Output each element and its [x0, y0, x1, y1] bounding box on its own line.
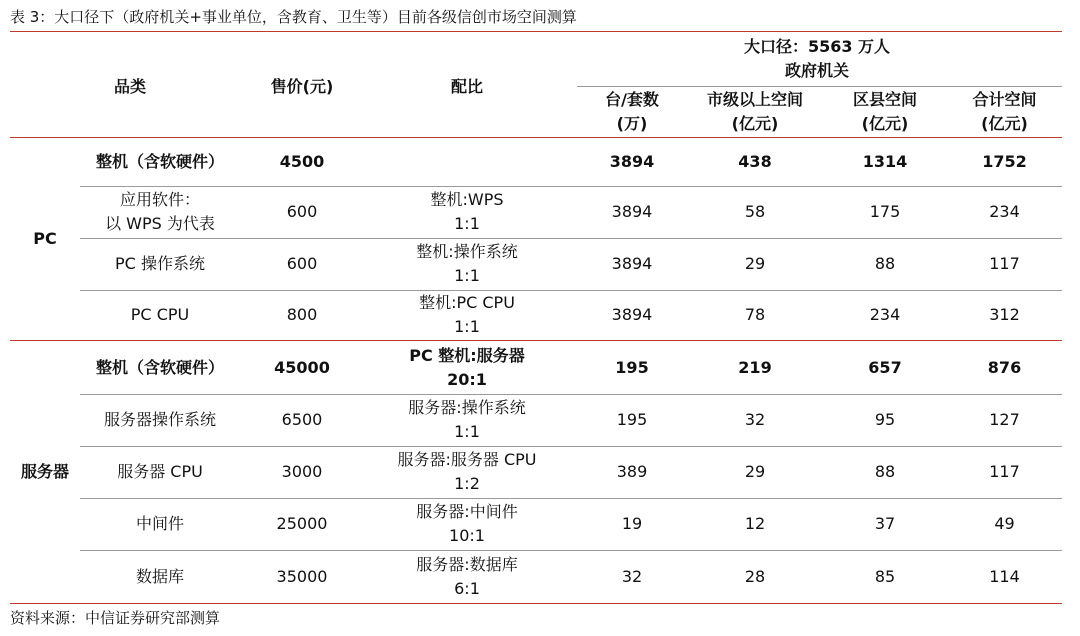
cell-item — [80, 394, 240, 446]
cell-ratio-line: 服务器:操作系统 — [408, 398, 526, 417]
header-units: 台/套数 (万) — [605, 90, 659, 133]
cell-ratio — [377, 290, 557, 340]
cell-units: 389 — [616, 462, 648, 481]
cell-ratio-line: 20:1 — [447, 369, 487, 389]
cell-price: 6500 — [281, 410, 323, 429]
cell-ratio-line: PC 整机:服务器 — [409, 345, 525, 365]
cell-ratio-line: 10:1 — [449, 526, 485, 545]
cell-price: 600 — [286, 254, 318, 273]
cell-city: 29 — [744, 462, 766, 481]
cell-total: 49 — [994, 514, 1015, 533]
cell-ratio-line: 服务器:中间件 — [416, 502, 518, 521]
cell-ratio — [377, 394, 557, 446]
cell-units: 195 — [615, 357, 649, 377]
cell-item-line: 整机（含软硬件） — [95, 357, 224, 377]
cell-ratio-line: 1:2 — [454, 474, 480, 493]
cell-county: 88 — [874, 462, 896, 481]
cell-ratio — [377, 138, 557, 186]
cell-units: 32 — [621, 566, 643, 586]
cell-price: 600 — [286, 202, 318, 221]
cell-ratio-line: 整机:PC CPU — [419, 293, 515, 312]
cell-total: 234 — [989, 202, 1020, 221]
cell-item — [80, 550, 240, 603]
cell-item-line: 服务器 CPU — [117, 462, 203, 481]
cell-county: 234 — [869, 305, 901, 324]
header-price: 售价(元) — [270, 77, 334, 96]
cell-total: 1752 — [982, 152, 1027, 171]
cell-city: 32 — [744, 410, 766, 429]
cell-ratio-line: 1:1 — [454, 422, 480, 441]
group-label-pc: PC — [33, 229, 57, 248]
cell-ratio — [377, 498, 557, 550]
cell-city: 29 — [744, 254, 766, 273]
cell-price: 4500 — [279, 152, 325, 171]
header-group: 大口径：5563 万人 政府机关 — [743, 37, 891, 80]
cell-units: 19 — [621, 514, 643, 533]
cell-price: 35000 — [276, 566, 328, 586]
cell-total: 312 — [989, 305, 1020, 324]
cell-city: 28 — [744, 566, 766, 586]
table-title: 表 3：大口径下（政府机关+事业单位，含教育、卫生等）目前各级信创市场空间测算 — [10, 8, 577, 26]
cell-ratio — [377, 446, 557, 498]
cell-total: 127 — [989, 410, 1020, 429]
cell-item-line: PC CPU — [130, 305, 190, 324]
cell-item — [80, 238, 240, 290]
cell-item-line: 数据库 — [135, 566, 184, 586]
cell-ratio — [377, 186, 557, 238]
cell-ratio-line: 服务器:数据库 — [416, 554, 518, 574]
cell-price: 3000 — [281, 462, 323, 481]
cell-city: 438 — [738, 152, 772, 171]
cell-county: 657 — [868, 357, 902, 377]
header-total: 合计空间 (亿元) — [972, 90, 1037, 133]
cell-total: 114 — [989, 566, 1020, 586]
cell-item-line: 应用软件： — [119, 190, 200, 209]
cell-units: 3894 — [609, 152, 655, 171]
cell-city: 219 — [738, 357, 772, 377]
header-county: 区县空间 (亿元) — [852, 90, 917, 133]
cell-ratio — [377, 238, 557, 290]
header-ratio: 配比 — [450, 77, 483, 96]
cell-price: 800 — [286, 305, 318, 324]
cell-ratio-line: 1:1 — [454, 214, 480, 233]
cell-ratio-line: 1:1 — [454, 317, 480, 336]
cell-ratio — [377, 341, 557, 394]
cell-units: 195 — [616, 410, 648, 429]
cell-item-line: 以 WPS 为代表 — [105, 214, 215, 233]
cell-item — [80, 446, 240, 498]
top-rule — [10, 31, 1062, 32]
cell-ratio-line: 服务器:服务器 CPU — [397, 450, 537, 469]
header-category: 品类 — [113, 77, 146, 96]
cell-item-line: 整机（含软硬件） — [95, 152, 224, 171]
cell-county: 85 — [874, 566, 896, 586]
cell-city: 78 — [744, 305, 766, 324]
cell-ratio-line: 整机:WPS — [430, 190, 504, 209]
cell-price: 45000 — [274, 357, 330, 377]
cell-item — [80, 138, 240, 186]
cell-county: 37 — [874, 514, 896, 533]
cell-item — [80, 186, 240, 238]
cell-units: 3894 — [611, 202, 653, 221]
cell-item — [80, 341, 240, 394]
header-city: 市级以上空间 (亿元) — [706, 90, 803, 133]
cell-ratio-line: 整机:操作系统 — [416, 242, 518, 261]
cell-total: 117 — [989, 462, 1020, 481]
cell-total: 876 — [987, 357, 1022, 377]
cell-total: 117 — [989, 254, 1020, 273]
cell-ratio-line: 1:1 — [454, 266, 480, 285]
group-label-server: 服务器 — [20, 462, 69, 481]
cell-county: 1314 — [862, 152, 908, 171]
cell-price: 25000 — [276, 514, 328, 533]
cell-ratio — [377, 550, 557, 603]
cell-ratio-line: 6:1 — [454, 578, 480, 598]
cell-county: 95 — [874, 410, 896, 429]
bottom-rule — [10, 603, 1062, 604]
cell-county: 175 — [869, 202, 901, 221]
cell-city: 12 — [744, 514, 766, 533]
cell-county: 88 — [874, 254, 896, 273]
cell-item-line: PC 操作系统 — [115, 254, 205, 273]
header-subdivider — [577, 86, 1062, 87]
cell-city: 58 — [744, 202, 766, 221]
cell-item — [80, 290, 240, 340]
cell-item-line: 服务器操作系统 — [103, 410, 216, 429]
source-note: 资料来源：中信证券研究部测算 — [10, 609, 221, 627]
cell-item-line: 中间件 — [135, 514, 184, 533]
cell-units: 3894 — [611, 254, 653, 273]
cell-item — [80, 498, 240, 550]
cell-units: 3894 — [611, 305, 653, 324]
